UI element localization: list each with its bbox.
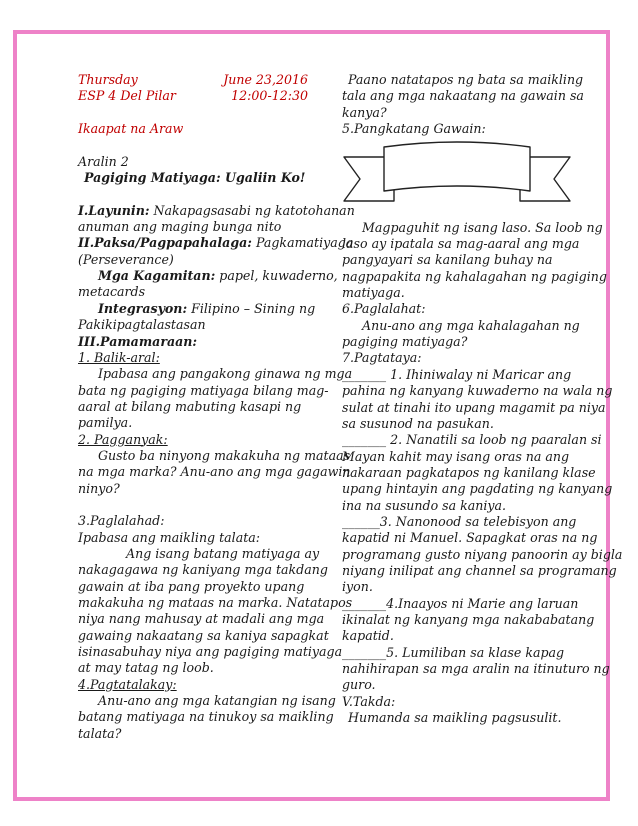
header-row-2 <box>78 88 308 104</box>
eval-item-2-line-1: _______ 2. Nanatili sa loob ng paaralan si <box>342 432 602 448</box>
eval-item-5-line-2: nahihirapan sa mga aralin na itinuturo ng <box>342 661 610 676</box>
eval-item-3-line-3: programang gusto niyang panoorin ay bigla <box>342 546 623 562</box>
discussion-line-2: batang matiyaga na tinukoy sa maikling <box>78 709 334 725</box>
eval-item-2-line-3: nakaraan pagkatapos ng kanilang klase <box>342 464 596 480</box>
evaluation-label: 7.Pagtataya: <box>342 350 422 366</box>
motivation-line-1: Gusto ba ninyong makakuha ng mataas <box>98 447 351 463</box>
eval-item-4-line-1: _______4.Inaayos ni Marie ang laruan <box>342 595 579 611</box>
presentation-line-8: isinasabuhay niya ang pagiging matiyaga <box>78 644 343 660</box>
lesson-title: Pagiging Matiyaga: Ugaliin Ko! <box>84 170 306 186</box>
motivation-line-3: ninyo? <box>78 480 120 496</box>
eval-item-1-line-3: sulat at tinahi ito upang magamit pa niya <box>342 399 606 415</box>
group-activity-label: 5.Pangkatang Gawain: <box>342 121 486 137</box>
materials-text-1: papel, kuwaderno, <box>215 268 338 284</box>
materials-line-2: metacards <box>78 284 146 300</box>
presentation-line-7: gawaing nakaatang sa kaniya sapagkat <box>78 627 329 643</box>
presentation-line-6: niya nang mahusay at madali ang mga <box>78 611 325 627</box>
motivation-line-2: na mga marka? Anu-ano ang mga gagawin <box>78 464 351 480</box>
topic-line-2: (Perseverance) <box>78 251 174 267</box>
assignment-line-1: Humanda sa maikling pagsusulit. <box>348 710 562 726</box>
objective-line-1 <box>78 202 355 219</box>
header-date: June 23,2016 <box>223 72 308 87</box>
presentation-line-3: nakagagawa ng kaniyang mga takdang <box>78 562 328 578</box>
review-label: 1. Balik-aral: <box>78 349 160 365</box>
integration-text-1: Filipino – Sining ng <box>187 300 316 316</box>
header-section: ESP 4 Del Pilar <box>78 88 176 104</box>
right-column <box>342 72 623 726</box>
review-line-2: bata ng pagiging matiyaga bilang mag- <box>78 382 329 398</box>
discussion-line-1: Anu-ano ang mga katangian ng isang <box>98 693 336 709</box>
procedure-label: III.Pamamaraan: <box>78 333 198 349</box>
question-line-3: kanya? <box>342 104 387 120</box>
objective-line-2: anuman ang maging bunga nito <box>78 219 282 235</box>
presentation-line-9: at may tatag ng loob. <box>78 660 214 676</box>
objective-text-1: Nakapagsasabi ng katotohanan <box>149 202 355 218</box>
eval-item-2-line-2: Mayan kahit may isang oras na ang <box>342 448 570 464</box>
generalization-label: 6.Paglalahat: <box>342 301 426 317</box>
eval-item-4-line-3: kapatid. <box>342 628 394 644</box>
eval-item-1-line-4: sa susunod na pasukan. <box>342 415 494 431</box>
presentation-label: 3.Paglalahad: <box>78 513 165 529</box>
integration-label: Integrasyon: <box>98 300 188 316</box>
eval-item-3-line-1: ______3. Nanonood sa telebisyon ang <box>342 513 577 529</box>
generalization-line-2: pagiging matiyaga? <box>342 334 468 350</box>
eval-item-2-line-5: ina na susundo sa kaniya. <box>342 497 507 513</box>
review-line-3: aaral at bilang mabuting kasapi ng <box>78 398 302 414</box>
question-line-1: Paano natatapos ng bata sa maikling <box>348 72 584 87</box>
materials-line-1 <box>78 268 338 284</box>
topic-label: II.Paksa/Pagpapahalaga: <box>78 235 252 251</box>
eval-item-2-line-4: upang hintayin ang pagdating ng kanyang <box>342 481 613 497</box>
integration-line-1 <box>78 300 316 317</box>
presentation-line-2: Ang isang batang matiyaga ay <box>126 545 320 561</box>
eval-item-4-line-2: ikinalat ng kanyang mga nakababatang <box>342 611 595 627</box>
review-line-1: Ipabasa ang pangakong ginawa ng mga <box>98 366 353 382</box>
assignment-label: V.Takda: <box>342 693 396 709</box>
group-line-2: laso ay ipatala sa mag-aaral ang mga <box>342 236 580 252</box>
group-line-1: Magpaguhit ng isang laso. Sa loob ng <box>362 219 603 235</box>
eval-item-3-line-2: kapatid ni Manuel. Sapagkat oras na ng <box>342 530 598 546</box>
eval-item-1-line-1: _______ 1. Ihiniwalay ni Maricar ang <box>342 366 572 382</box>
left-column <box>78 72 355 742</box>
eval-item-5-line-1: _______5. Lumiliban sa klase kapag <box>342 644 565 660</box>
day-label: Ikaapat na Araw <box>78 121 184 137</box>
presentation-line-4: gawain at iba pang proyekto upang <box>78 578 305 594</box>
integration-line-2: Pakikipagtalastasan <box>78 317 206 333</box>
header-row-1 <box>78 72 308 88</box>
review-line-4: pamilya. <box>78 415 133 431</box>
discussion-label: 4.Pagtatalakay: <box>78 676 177 692</box>
eval-item-3-line-5: iyon. <box>342 579 373 595</box>
motivation-label: 2. Pagganyak: <box>78 431 168 447</box>
objective-label: I.Layunin: <box>78 202 150 218</box>
materials-label: Mga Kagamitan: <box>98 268 216 284</box>
group-line-4: nagpapakita ng kahalagahan ng pagiging <box>342 268 607 284</box>
topic-text-1: Pagkamatiyaga <box>251 235 354 251</box>
group-line-3: pangyayari sa kanilang buhay na <box>342 252 553 268</box>
eval-item-5-line-3: guro. <box>342 677 376 693</box>
header-day: Thursday <box>78 72 138 87</box>
generalization-line-1: Anu-ano ang mga kahalagahan ng <box>362 317 580 333</box>
header-time: 12:00-12:30 <box>231 88 308 104</box>
ribbon-banner-icon <box>342 139 572 209</box>
question-line-2: tala ang mga nakaatang na gawain sa <box>342 88 584 104</box>
presentation-line-5: makakuha ng mataas na marka. Natatapos <box>78 595 353 610</box>
group-line-5: matiyaga. <box>342 285 405 301</box>
presentation-line-1: Ipabasa ang maikling talata: <box>78 529 261 545</box>
topic-line-1 <box>78 235 354 251</box>
discussion-line-3: talata? <box>78 725 122 741</box>
eval-item-3-line-4: niyang inilipat ang channel sa programang <box>342 562 617 578</box>
lesson-number: Aralin 2 <box>78 153 129 169</box>
eval-item-1-line-2: pahina ng kanyang kuwaderno na wala ng <box>342 383 613 399</box>
